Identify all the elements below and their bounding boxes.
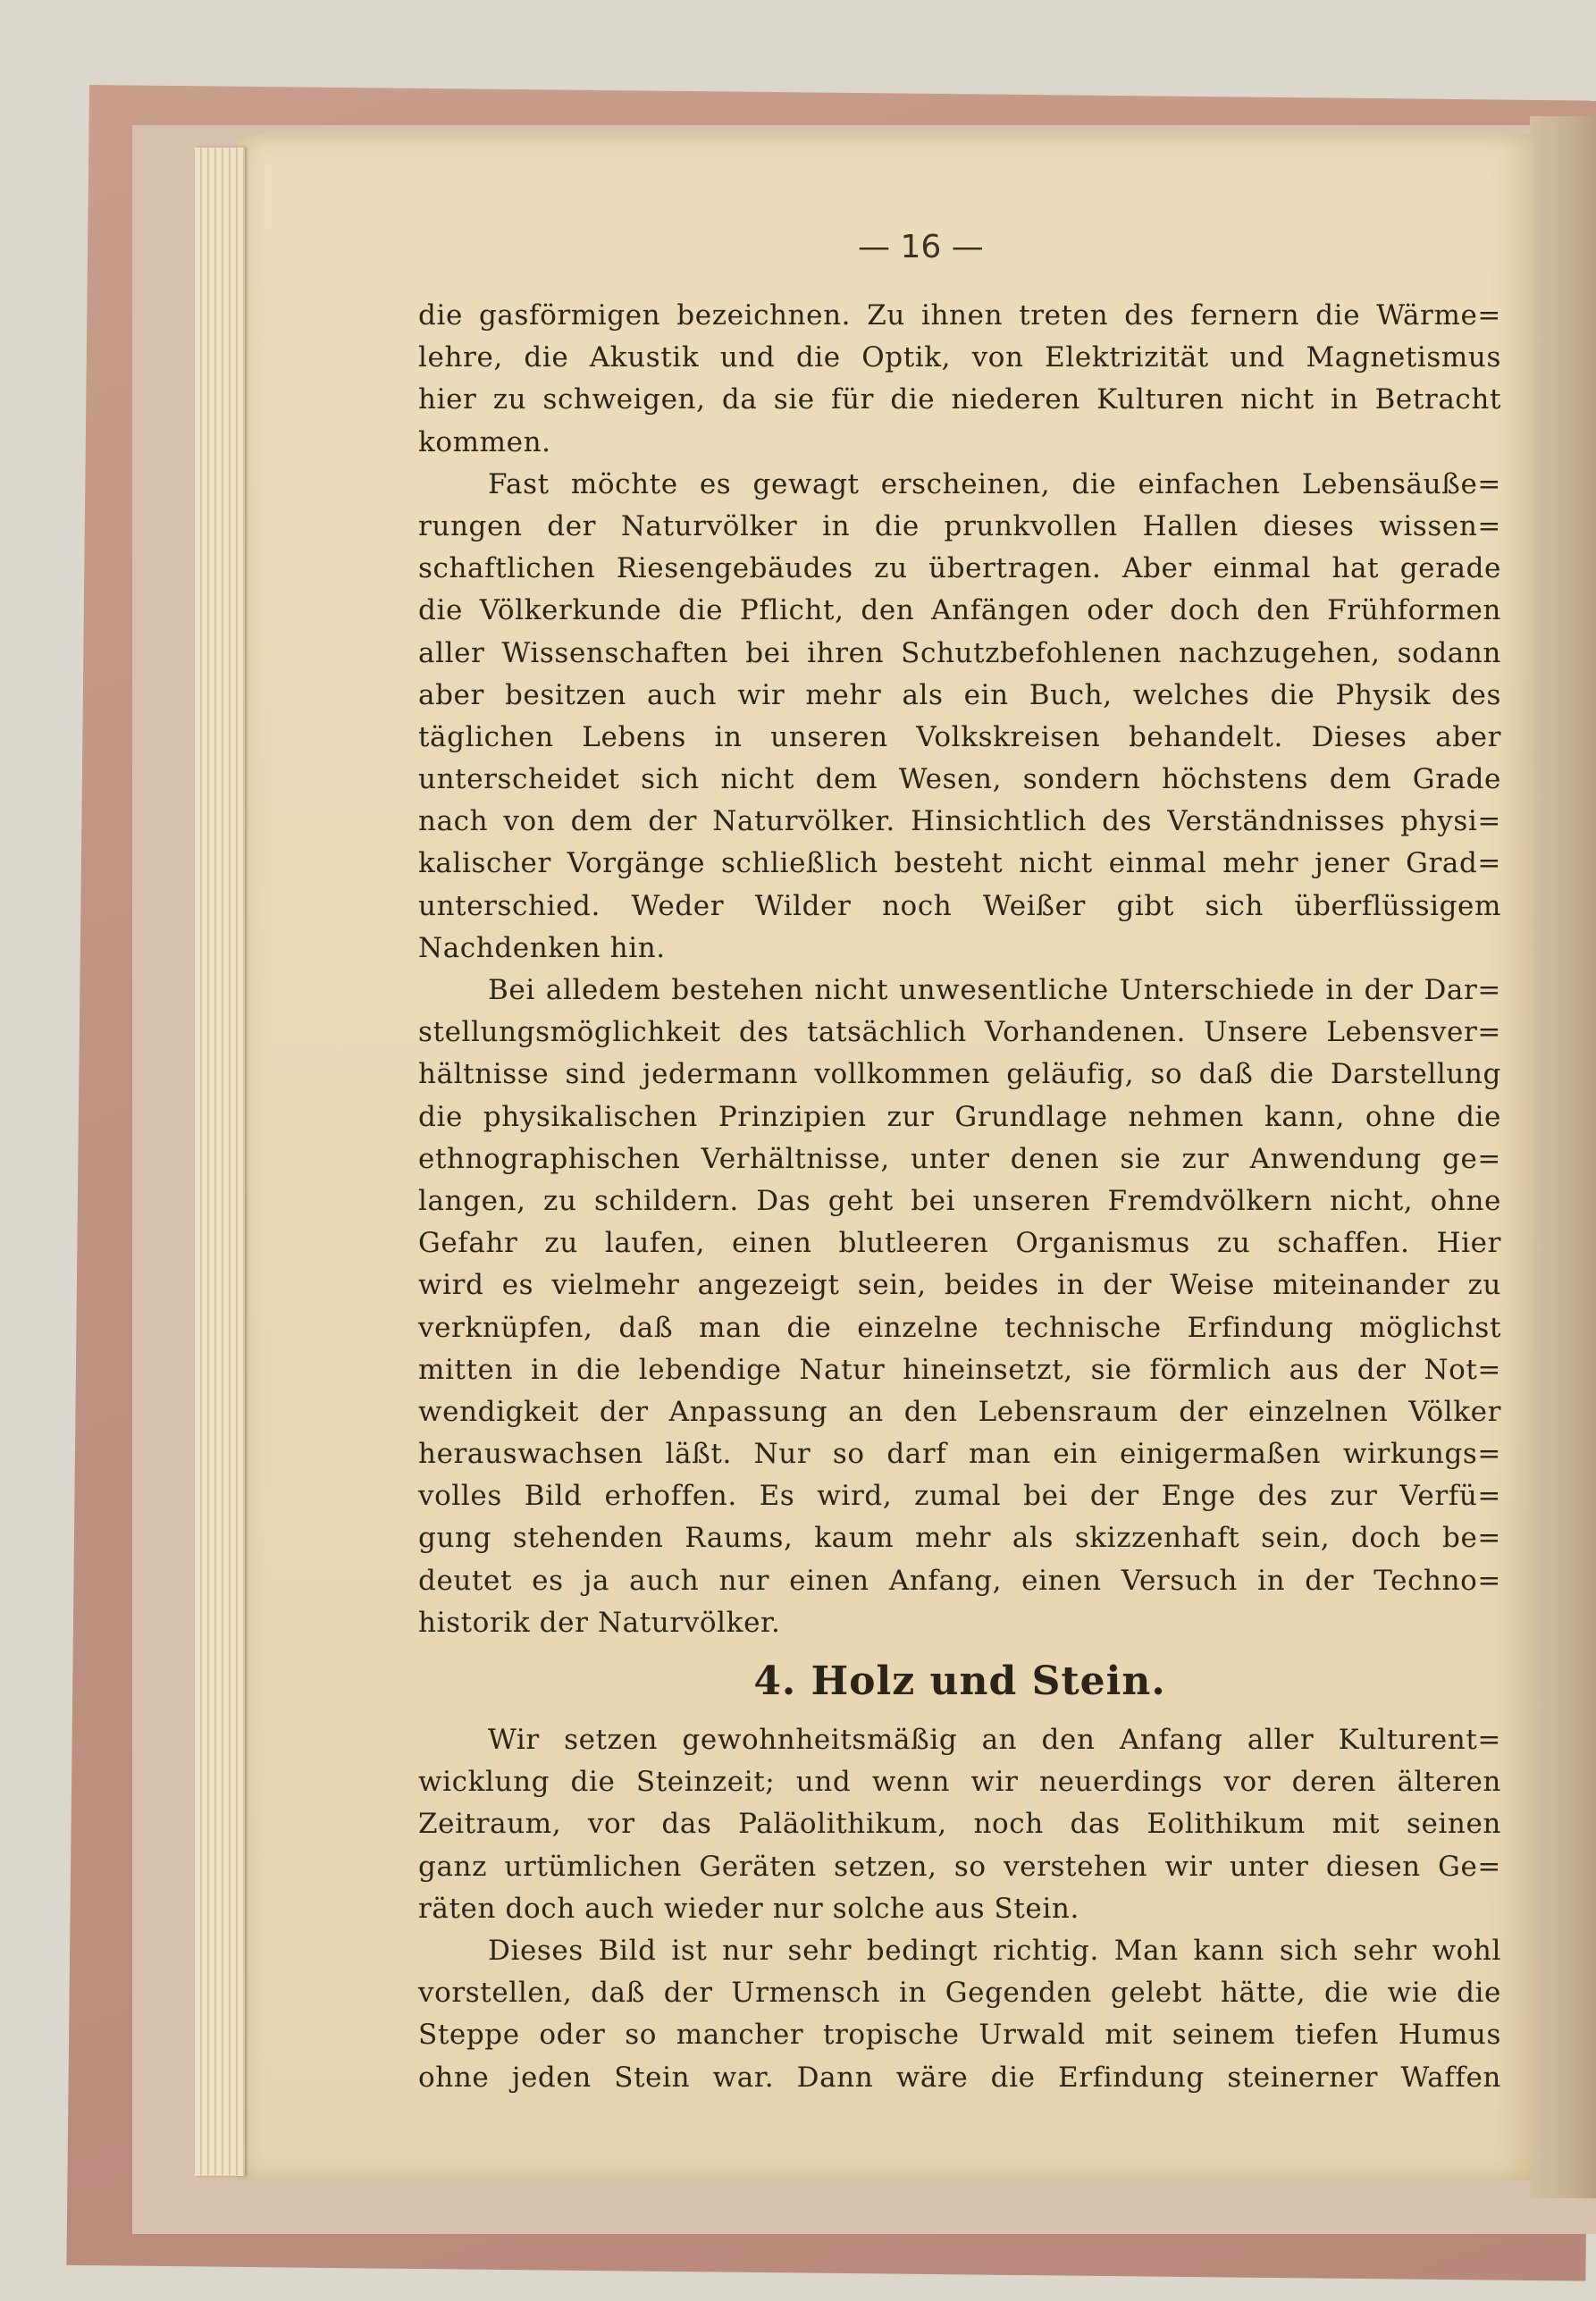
text-line: herauswachsen läßt. Nur so darf man ein einigermaßen wirkungs= <box>418 1438 1501 1471</box>
text-line: volles Bild erhoffen. Es wird, zumal bei der Enge des zur Verfü= <box>418 1480 1501 1513</box>
paragraph-3 <box>418 970 1501 1644</box>
text-line: ethnographischen Verhältnisse, unter denen sie zur Anwendung ge= <box>418 1142 1501 1175</box>
page-text <box>418 295 1501 2099</box>
text-line: Zeitraum, vor das Paläolithikum, noch das Eolithikum mit seinen <box>418 1808 1501 1841</box>
page-edges <box>195 147 245 2176</box>
text-line: ohne jeden Stein war. Dann wäre die Erfindung steinerner Waffen <box>418 2061 1501 2094</box>
text-line: Steppe oder so mancher tropische Urwald mit seinem tiefen Humus <box>418 2019 1501 2052</box>
text-line: aller Wissenschaften bei ihren Schutzbefohlenen nachzugehen, sodann <box>418 636 1501 669</box>
facing-page-edge <box>1530 116 1596 2198</box>
text-line: langen, zu schildern. Das geht bei unseren Fremdvölkern nicht, ohne <box>418 1184 1501 1217</box>
section-heading: 4. Holz und Stein. <box>753 1659 1166 1704</box>
text-line: hier zu schweigen, da sie für die niederen Kulturen nicht in Betracht <box>418 383 1501 416</box>
text-line: deutet es ja auch nur einen Anfang, einen Versuch in der Techno= <box>418 1564 1501 1597</box>
paragraph-1 <box>418 295 1501 464</box>
text-line: Gefahr zu laufen, einen blutleeren Organismus zu schaffen. Hier <box>418 1227 1501 1260</box>
text-line: rungen der Naturvölker in die prunkvollen Hallen dieses wissen= <box>418 509 1501 542</box>
text-line: schaftlichen Riesengebäudes zu übertragen. Aber einmal hat gerade <box>418 552 1501 585</box>
text-line: wicklung die Steinzeit; und wenn wir neuerdings vor deren älteren <box>418 1766 1501 1799</box>
text-line: aber besitzen auch wir mehr als ein Buch, welches die Physik des <box>418 678 1501 711</box>
text-line: wird es vielmehr angezeigt sein, beides in der Weise miteinander zu <box>418 1269 1501 1302</box>
page-number: — 16 — <box>858 229 984 265</box>
text-line: historik der Naturvölker. <box>418 1606 781 1639</box>
text-line: die gasförmigen bezeichnen. Zu ihnen treten des fernern die Wärme= <box>418 299 1501 332</box>
text-line: Bei alledem bestehen nicht unwesentliche Unterschiede in der Dar= <box>488 974 1501 1006</box>
paragraph-2 <box>418 464 1501 970</box>
text-line: täglichen Lebens in unseren Volkskreisen behandelt. Dieses aber <box>418 720 1501 753</box>
text-line: wendigkeit der Anpassung an den Lebensraum der einzelnen Völker <box>418 1395 1501 1428</box>
text-line: kalischer Vorgänge schließlich besteht nicht einmal mehr jener Grad= <box>418 847 1501 880</box>
text-line: lehre, die Akustik und die Optik, von Elektrizität und Magnetismus <box>418 341 1501 374</box>
text-line: hältnisse sind jedermann vollkommen geläufig, so daß die Darstellung <box>418 1058 1501 1091</box>
text-line: vorstellen, daß der Urmensch in Gegenden gelebt hätte, die wie die <box>418 1977 1501 2010</box>
text-line: Fast möchte es gewagt erscheinen, die einfachen Lebensäuße= <box>488 467 1501 500</box>
text-line: verknüpfen, daß man die einzelne technische Erfindung möglichst <box>418 1311 1501 1344</box>
text-line: Nachdenken hin. <box>418 931 666 964</box>
text-line: Wir setzen gewohnheitsmäßig an den Anfang aller Kulturent= <box>488 1724 1501 1756</box>
text-line: räten doch auch wieder nur solche aus Stein. <box>418 1892 1079 1925</box>
text-line: kommen. <box>418 425 551 458</box>
text-line: die Völkerkunde die Pflicht, den Anfängen oder doch den Frühformen <box>418 594 1501 627</box>
paragraph-4 <box>418 1719 1501 1930</box>
text-line: ganz urtümlichen Geräten setzen, so verstehen wir unter diesen Ge= <box>418 1850 1501 1883</box>
text-line: mitten in die lebendige Natur hineinsetzt, sie förmlich aus der Not= <box>418 1353 1501 1386</box>
text-line: nach von dem der Naturvölker. Hinsichtlich des Verständnisses physi= <box>418 805 1501 838</box>
paragraph-5 <box>418 1930 1501 2099</box>
text-line: gung stehenden Raums, kaum mehr als skizzenhaft sein, doch be= <box>418 1522 1501 1555</box>
text-line: unterschied. Weder Wilder noch Weißer gibt sich überflüssigem <box>418 889 1501 922</box>
text-line: Dieses Bild ist nur sehr bedingt richtig. Man kann sich sehr wohl <box>488 1934 1501 1967</box>
text-line: stellungsmöglichkeit des tatsächlich Vorhandenen. Unsere Lebensver= <box>418 1016 1501 1049</box>
text-line: unterscheidet sich nicht dem Wesen, sondern höchstens dem Grade <box>418 763 1501 796</box>
text-line: die physikalischen Prinzipien zur Grundlage nehmen kann, ohne die <box>418 1100 1501 1133</box>
